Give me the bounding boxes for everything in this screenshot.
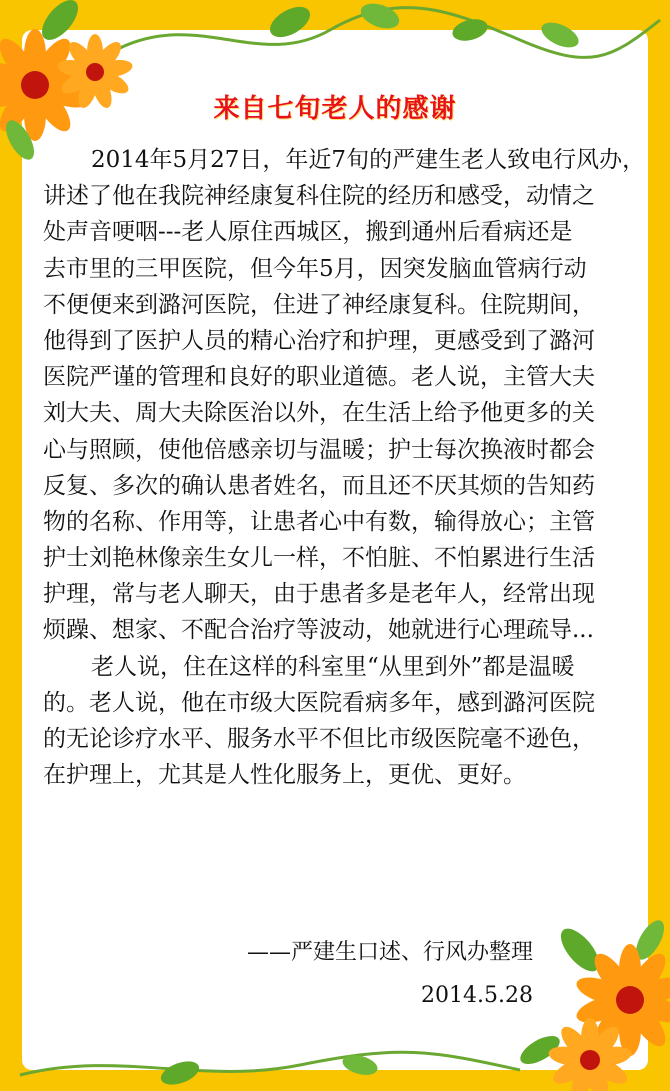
body-line: 2014年5月27日，年近7旬的严建生老人致电行风办， [91,147,646,173]
body-line: 在护理上，尤其是人性化服务上，更优、更好。 [43,762,526,789]
body-line: 的。老人说，他在市级大医院看病多年，感到潞河医院 [43,689,595,716]
flower-icon [0,0,150,160]
body-line: 医院严谨的管理和良好的职业道德。老人说，主管大夫 [43,364,595,391]
body-line: 去市里的三甲医院，但今年5月，因突发脑血管病行动 [43,255,587,282]
body-line: 护士刘艳林像亲生女儿一样，不怕脏、不怕累进行生活 [43,545,595,572]
letter-title: 来自七旬老人的感谢 [213,94,457,124]
body-line: 护理，常与老人聊天，由于患者多是老年人，经常出现 [43,581,595,608]
signature: ——严建生口述、行风办整理 [246,940,533,965]
body-line: 物的名称、作用等，让患者心中有数，输得放心；主管 [43,508,595,535]
vine-icon [0,1045,670,1091]
body-line: 心与照顾，使他倍感亲切与温暖；护士每次换液时都会 [43,436,595,463]
body-line: 不便便来到潞河医院，住进了神经康复科。住院期间， [43,291,595,318]
body-line: 刘大夫、周大夫除医治以外，在生活上给予他更多的关 [43,400,595,427]
letter-body [43,142,646,793]
body-line: 烦躁、想家、不配合治疗等波动，她就进行心理疏导... [43,617,594,644]
body-line: 老人说，住在这样的科室里“从里到外”都是温暖 [91,653,575,680]
body-line: 讲述了他在我院神经康复科住院的经历和感受，动情之 [43,183,595,210]
body-line: 反复、多次的确认患者姓名，而且还不厌其烦的告知药 [43,472,595,499]
letter-date: 2014.5.28 [421,983,533,1008]
body-line: 他得到了医护人员的精心治疗和护理，更感受到了潞河 [43,327,595,354]
body-line: 的无论诊疗水平、服务水平不但比市级医院毫不逊色， [43,726,595,752]
body-line: 处声音哽咽---老人原住西城区，搬到通州后看病还是 [43,219,573,246]
